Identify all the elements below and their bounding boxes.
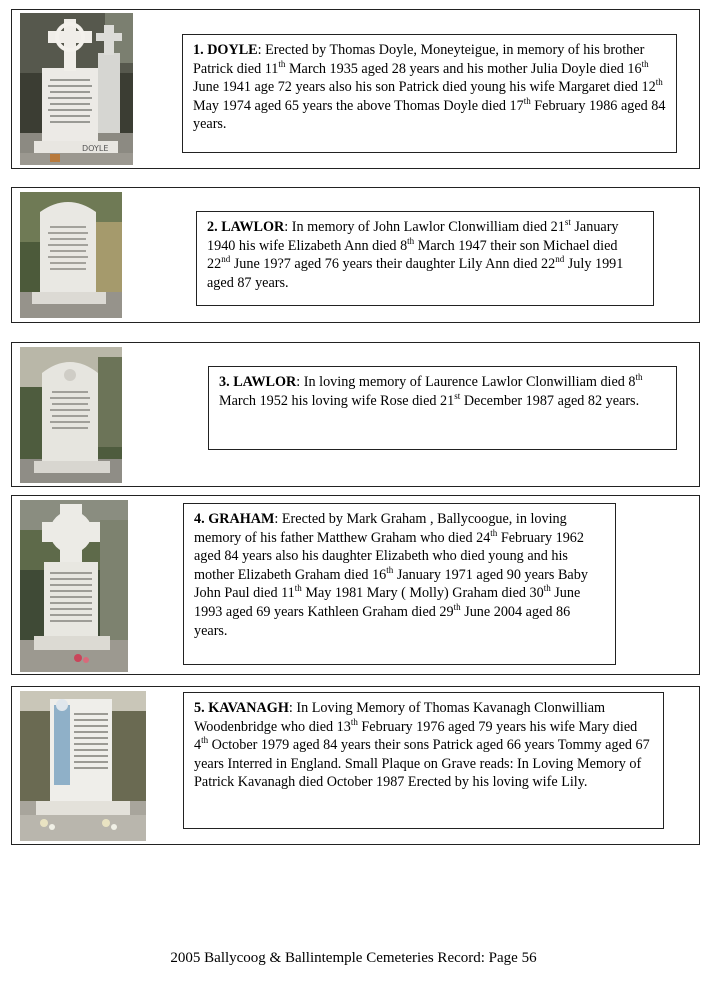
headstone-photo [20,347,122,483]
entry-surname: DOYLE [207,42,258,58]
headstone-photo [20,192,122,318]
inscription-text: 5. KAVANAGH: In Loving Memory of Thomas Kavanagh Clonwilliam Woodenbridge who died 13th February 1976 aged 79 years his wife Mary died 4th October 1979 aged 84 years their sons Patrick aged 66 years Tommy aged 67 years Interred in England. Small Plaque on Grave reads: In Loving Memory of Patrick Kavanagh died October 1987 Erected by his loving wife Lily. [183,692,664,829]
headstone-photo [20,500,128,672]
inscription-text: 2. LAWLOR: In memory of John Lawlor Clonwilliam died 21st January 1940 his wife Elizabeth Ann died 8th March 1947 their son Michael died 22nd June 19?7 aged 76 years their daughter Lily Ann died 22nd July 1991 aged 87 years. [196,211,654,306]
entry-surname: LAWLOR [233,374,297,390]
headstone-photo [20,691,146,841]
entry-surname: KAVANAGH [208,700,289,716]
entry-3 [11,342,700,487]
inscription-text: 1. DOYLE: Erected by Thomas Doyle, Moneyteigue, in memory of his brother Patrick died 11th March 1935 aged 28 years and his mother Julia Doyle died 16th June 1941 age 72 years also his son Patrick died young his wife Margaret died 12th May 1974 aged 65 years the above Thomas Doyle died 17th February 1986 aged 84 years. [182,34,677,153]
entry-number: 3. [219,374,230,390]
page-footer: 2005 Ballycoog & Ballintemple Cemeteries Record: Page 56 [170,950,537,966]
entry-number: 5. [194,700,205,716]
inscription-text: 3. LAWLOR: In loving memory of Laurence Lawlor Clonwilliam died 8th March 1952 his loving wife Rose died 21st December 1987 aged 82 years. [208,366,677,450]
entry-1 [11,9,700,169]
headstone-photo-image [20,500,128,672]
entry-number: 4. [194,511,205,527]
entry-surname: GRAHAM [208,511,275,527]
headstone-photo-image [20,192,122,318]
headstone-photo-image [20,691,146,841]
entry-5 [11,686,700,845]
entry-2 [11,187,700,323]
headstone-photo-image [20,347,122,483]
inscription-text: 4. GRAHAM: Erected by Mark Graham , Ballycoogue, in loving memory of his father Matthew Graham who died 24th February 1962 aged 84 years also his daughter Elizabeth who died young and his mother Elizabeth Graham died 16th January 1971 aged 90 years Baby John Paul died 11th May 1981 Mary ( Molly) Graham died 30th June 1993 aged 69 years Kathleen Graham died 29th June 2004 aged 86 years. [183,503,616,665]
entry-number: 2. [207,219,218,235]
headstone-photo [20,13,133,165]
entry-number: 1. [193,42,204,58]
entry-4 [11,495,700,675]
plaque-text: DOYLE [82,144,109,153]
entry-surname: LAWLOR [221,219,285,235]
headstone-photo-image [20,13,133,165]
